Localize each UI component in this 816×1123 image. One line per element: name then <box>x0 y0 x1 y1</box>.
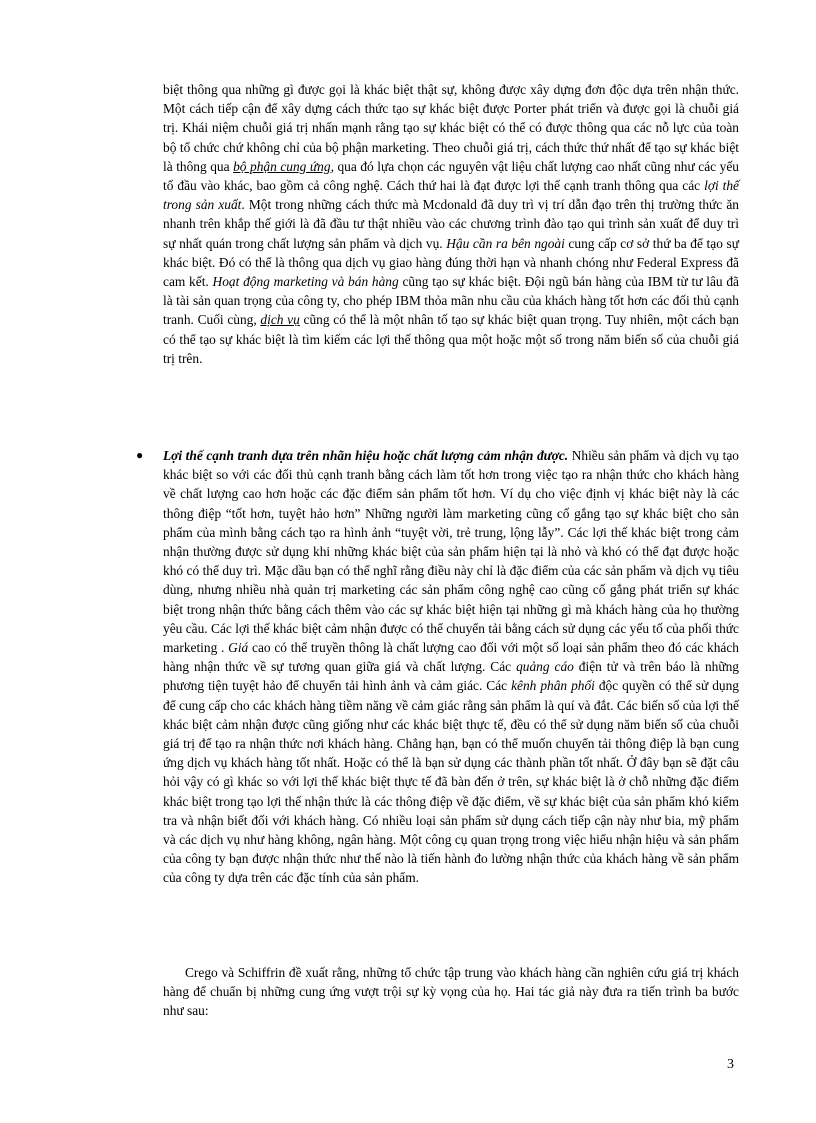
term-service: dịch vụ <box>260 312 300 328</box>
term-logistics: Hậu cần ra bên ngoài <box>446 235 565 251</box>
bullet-perceived-advantage <box>136 446 740 888</box>
paragraph-value-chain: biệt thông qua những gì được gọi là khác biệt thật sự, không được xây dựng đơn độc dựa trên nhận thức. Một cách tiếp cận để xây dựng cách thức tạo sự khác biệt được Porter phát triển và được gọi là chuỗi giá trị. Khái niệm chuỗi giá trị nhấn mạnh rằng tạo sự khác biệt có thể có được thông qua các nỗ lực của toàn bộ tổ chức chứ không chỉ của bộ phận marketing. Theo chuỗi giá trị, cách thức thứ nhất để tạo sự khác biệt là thông qua bộ phận cung ứng, qua đó lựa chọn các nguyên vật liệu chất lượng cao nhất cũng như các yếu tố đầu vào khác, bao gồm cả công nghệ. Cách thứ hai là đạt được lợi thế cạnh tranh thông qua các lợi thế trong sản xuất. Một trong những cách thức mà Mcdonald đã duy trì vị trí dẫn đạo trên thị trường thức ăn nhanh trên khắp thế giới là đã đầu tư thật nhiều vào các chương trình đào tạo qui trình sản xuất để duy trì sự nhất quán trong chất lượng sản phẩm và dịch vụ. Hậu cần ra bên ngoài cung cấp cơ sở thứ ba để tạo sự khác biệt. Đó có thể là thông qua dịch vụ giao hàng đúng thời hạn và nhanh chóng như Federal Express đã cam kết. Hoạt động marketing và bán hàng cũng tạo sự khác biệt. Đội ngũ bán hàng của IBM từ tư lâu đã là tài sản quan trọng của công ty, cho phép IBM thỏa mãn nhu cầu của khách hàng tốt hơn các đối thủ cạnh tranh. Cuối cùng, dịch vụ cũng có thể là một nhân tố tạo sự khác biệt quan trọng. Tuy nhiên, một cách bạn có thể tạo sự khác biệt là tìm kiếm các lợi thế thông qua một hoặc một số trong năm biến số của chuỗi giá trị trên. <box>163 82 739 366</box>
bullet-heading: Lợi thế cạnh tranh dựa trên nhãn hiệu hoặc chất lượng cảm nhận được. <box>163 448 569 463</box>
term-distribution: kênh phân phối <box>511 678 595 694</box>
paragraph-crego-schiffrin: Crego và Schiffrin đề xuất rằng, những tổ chức tập trung vào khách hàng cần nghiên cứu giá trị khách hàng để chuẩn bị những cung ứng vượt trội sự kỳ vọng của họ. Hai tác giả này đưa ra tiến trình ba bước như sau: <box>163 965 739 1019</box>
page-number: 3 <box>727 1057 734 1072</box>
term-supply: bộ phận cung ứng <box>233 158 331 174</box>
term-marketing-sales: Hoạt động marketing và bán hàng <box>212 274 399 290</box>
term-advertising: quảng cáo <box>516 659 574 675</box>
term-price: Giá <box>228 640 249 656</box>
bullet-icon: ● <box>136 448 144 462</box>
bullet-text: Lợi thế cạnh tranh dựa trên nhãn hiệu hoặc chất lượng cảm nhận được. Nhiều sản phẩm và dịch vụ tạo khác biệt so với các đối thủ cạnh tranh bằng cách làm tốt hơn trong việc tạo ra nhận thức cho khách hàng về chất lượng cao hơn hoặc các đặc điểm sản phẩm tốt hơn. Ví dụ cho việc định vị khác biệt này là các thông điệp “tốt hơn, tuyệt hảo hơn” Những người làm marketing cũng cố gắng tạo sự khác biệt cho sản phẩm của mình bằng cách tạo ra hình ảnh “tuyệt vời, trẻ trung, lộng lẫy”. Các lợi thế khác biệt trong cảm nhận thường được sử dụng khi những khác biệt của sản phẩm hiện tại là nhỏ và khó có thể đạt được hoặc khó có thể duy trì. Mặc dầu bạn có thể nghĩ rằng điều này chỉ là đặc điểm của các sản phẩm và dịch vụ tiêu dùng, nhưng nhiều nhà quản trị marketing các sản phẩm công nghệ cao cũng cố gắng phát triển sự khác biệt trong nhận thức bằng cách thêm vào các sự khác biệt hiện tại những gì mà khách hàng của họ thường yêu cầu. Các lợi thế khác biệt cảm nhận được có thể chuyển tải bằng cách sử dụng các yếu tố của phối thức marketing . Giá cao có thể truyền thông là chất lượng cao đối với một số loại sản phẩm theo đó các khách hàng nhận thức về sự tương quan giữa giá và chất lượng. Các quảng cáo điện tử và trên báo là những phương tiện tuyệt hảo để chuyển tải hình ảnh và cảm giác. Các kênh phân phối độc quyền có thể sử dụng để cung cấp cho các khách hàng tiềm năng về cảm giác rằng sản phẩm là quí và đắt. Các biến số của lợi thế khác biệt cảm nhận được cũng giống như các khác biệt thực tế, đều có thể sử dụng năm biến số của chuỗi giá trị để tạo ra nhận thức nơi khách hàng. Chẳng hạn, bạn có thể muốn chuyển tải thông điệp là bạn cung ứng dịch vụ khách hàng tốt nhất. Hoặc có thể là bạn sử dụng các thành phần tốt nhất. Ở đây bạn sẽ đặt câu hỏi vậy có gì khác so với lợi thế khác biệt thực tế đã bàn đến ở trên, sự khác biệt là ở chỗ những đặc điểm khác biệt trong tạo lợi thế nhận thức là các thông điệp về đặc điểm, về sự khác biệt của sản phẩm khó kiểm tra và nhận biết đối với khách hàng. Có nhiều loại sản phẩm sử dụng cách tiếp cận này như bia, mỹ phẩm và các dịch vụ như hàng không, ngân hàng. Một công cụ quan trọng trong việc hiểu nhận hiệu và sản phẩm của công ty bạn được nhận thức như thế nào là tiến hành đo lường nhận thức của khách hàng về sản phẩm của công ty dựa trên các đặc tính của sản phẩm. <box>163 448 740 886</box>
term-production: lợi thế trong sản xuất <box>163 178 739 213</box>
